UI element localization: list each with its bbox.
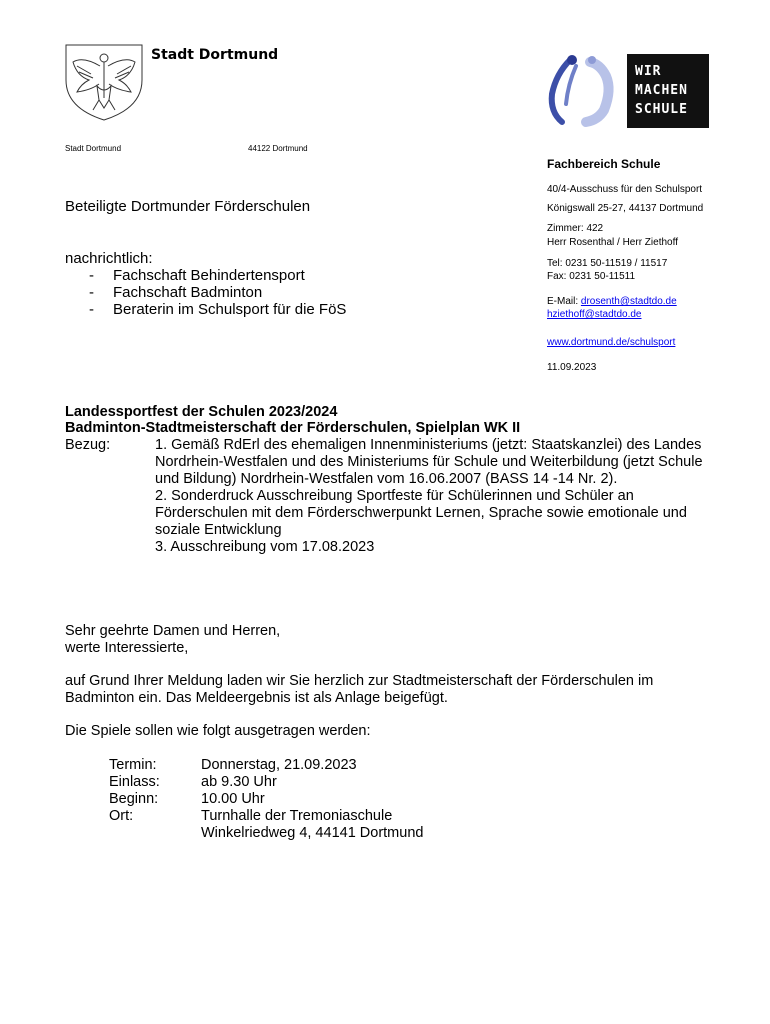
logo-line-2: MACHEN — [635, 83, 688, 98]
city-crest-icon — [63, 42, 145, 122]
email-link-2[interactable]: hziethoff@stadtdo.de — [547, 309, 642, 320]
contact-persons: Herr Rosenthal / Herr Ziethoff — [547, 237, 678, 248]
cc-item: - Fachschaft Badminton — [65, 284, 346, 301]
address: Königswall 25-27, 44137 Dortmund — [547, 203, 704, 214]
logo-line-1: WIR — [635, 64, 662, 79]
city-name: Stadt Dortmund — [151, 47, 279, 63]
fax: Fax: 0231 50-11511 — [547, 271, 636, 282]
cc-label: nachrichtlich: — [65, 250, 153, 267]
subject-line-2: Badminton-Stadtmeisterschaft der Förderschulen, Spielplan WK II — [65, 420, 521, 436]
reference-item: 1. Gemäß RdErl des ehemaligen Innenministeriums (jetzt: Staatskanzlei) des Landes Nordrhein-Westfalen und des Ministeriums für Schule und Weiterbildung (jetzt Schule und Bildung) Nordrhein-Westfalen vom 16.06.2007 (BASS 14 -14 Nr. 2). — [155, 437, 703, 487]
schedule-label: Ort: — [109, 808, 134, 824]
email-label: E-Mail: — [547, 296, 581, 307]
sender-postal: 44122 Dortmund — [248, 144, 308, 153]
recipient: Beteiligte Dortmunder Förderschulen — [65, 198, 311, 215]
reference-label: Bezug: — [65, 437, 111, 453]
schedule-value: Turnhalle der Tremoniaschule — [201, 808, 393, 824]
sender-city: Stadt Dortmund — [65, 144, 122, 153]
website-line — [547, 336, 675, 349]
salutation-line-1: Sehr geehrte Damen und Herren, — [65, 623, 281, 639]
logo-line-3: SCHULE — [635, 102, 688, 117]
department-name: Fachbereich Schule — [547, 157, 661, 171]
school-logo-icon — [546, 54, 627, 128]
schedule-label: Einlass: — [109, 774, 160, 790]
cc-list — [65, 267, 346, 318]
invitation-paragraph: auf Grund Ihrer Meldung laden wir Sie herzlich zur Stadtmeisterschaft der Förderschulen im Badminton ein. Das Meldeergebnis ist als Anlage beigefügt. — [65, 673, 654, 706]
reference-item: 2. Sonderdruck Ausschreibung Sportfeste für Schülerinnen und Schüler an Förderschulen mit dem Förderschwerpunkt Lernen, Sprache sowie emotionale und soziale Entwicklung — [155, 488, 687, 538]
schedule-intro: Die Spiele sollen wie folgt ausgetragen werden: — [65, 723, 371, 739]
website-link[interactable]: www.dortmund.de/schulsport — [547, 337, 676, 348]
telephone: Tel: 0231 50-11519 / 11517 — [547, 258, 668, 269]
schedule-value: Winkelriedweg 4, 44141 Dortmund — [201, 825, 424, 841]
salutation — [65, 623, 715, 657]
email-line-1 — [547, 295, 677, 308]
schedule-label: Termin: — [109, 757, 157, 773]
wir-machen-schule-logo — [546, 54, 709, 128]
schedule-value: ab 9.30 Uhr — [201, 774, 277, 790]
cc-item: - Fachschaft Behindertensport — [65, 267, 346, 284]
email-link-1[interactable]: drosenth@stadtdo.de — [580, 296, 677, 307]
subject-line-1: Landessportfest der Schulen 2023/2024 — [65, 404, 338, 420]
schedule-value: 10.00 Uhr — [201, 791, 265, 807]
letter-date: 11.09.2023 — [547, 362, 597, 373]
cc-block — [65, 250, 346, 318]
schedule-value: Donnerstag, 21.09.2023 — [201, 757, 357, 773]
schedule-label: Beginn: — [109, 791, 159, 807]
reference-item: 3. Ausschreibung vom 17.08.2023 — [155, 539, 375, 555]
room: Zimmer: 422 — [547, 223, 604, 234]
subject — [65, 404, 520, 436]
cc-item: - Beraterin im Schulsport für die FöS — [65, 301, 346, 318]
email-line-2 — [547, 308, 641, 321]
salutation-line-2: werte Interessierte, — [65, 640, 189, 656]
committee: 40/4-Ausschuss für den Schulsport — [547, 184, 703, 195]
